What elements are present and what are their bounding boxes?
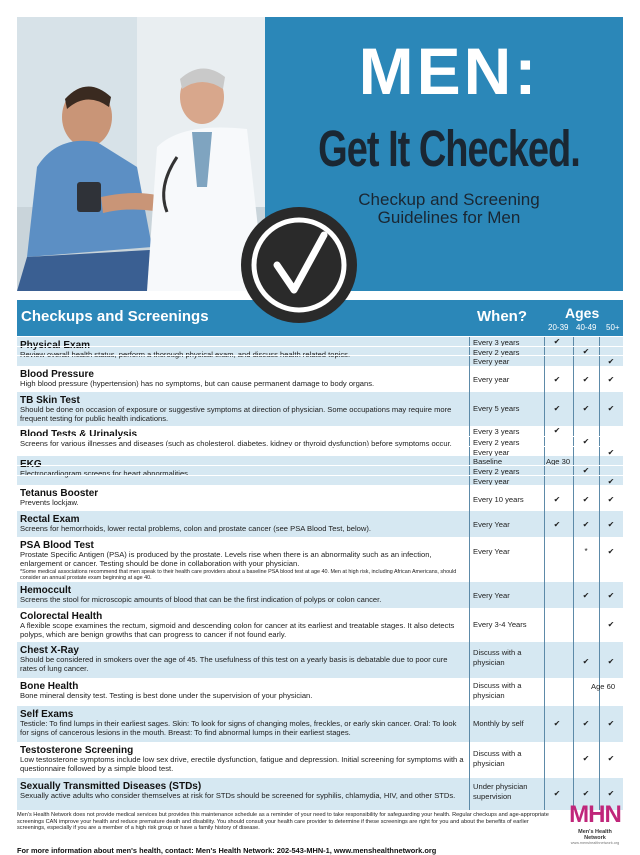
row-desc-text: Prostate Specific Antigen (PSA) is produced by the prostate. Levels rise when there is an abnormality such as an infection, enlargement or cancer. Testing should be done in collaboration with your physician. xyxy=(20,550,432,568)
hero-tagline-line-1: Checkup and Screening xyxy=(358,190,540,209)
checkmark-icon xyxy=(239,205,359,325)
when-cell: Baseline xyxy=(473,457,503,466)
row-name: Hemoccult xyxy=(20,585,72,596)
doctor-patient-photo xyxy=(17,17,265,291)
table-row xyxy=(17,678,623,707)
check-icon: ✔ xyxy=(607,620,615,629)
check-icon: ✔ xyxy=(553,337,561,346)
table-row xyxy=(17,511,623,538)
row-name: Sexually Transmitted Diseases (STDs) xyxy=(20,781,202,792)
hero-title: MEN: xyxy=(358,34,540,108)
when-cell: Every year xyxy=(473,357,510,366)
row-desc: Low testosterone symptoms include low sex drive, erectile dysfunction, fatigue and depression. Initial screening for symptoms with a questionnaire followed by a simple blood test. xyxy=(20,755,464,773)
table-row xyxy=(17,456,623,486)
row-desc: Screens for various illnesses and diseases (such as cholesterol, diabetes, kidney or thyroid dysfunction) before symptoms occur. xyxy=(20,439,452,448)
row-desc: Should be done on occasion of exposure or suggestive symptoms at direction of physician. Some occupations may require more frequent testing for public health indications. xyxy=(20,405,452,423)
row-name: Blood Pressure xyxy=(20,369,94,380)
asterisk-note: * xyxy=(584,547,588,556)
when-cell: Every Year xyxy=(473,547,510,556)
disclaimer-text: Men's Health Network does not provide medical services but provides this maintenance schedule as a reminder of your need to take responsibility for safeguarding your health. Regular checkups and age-appropriate screenings CAN improve your health and reduce premature death and disability. You should consult your health care provider to determine if these screenings are right for you and about the benefits of earlier screenings, especially if you are a member of a high risk group or have a family history of disease. xyxy=(17,812,549,832)
when-cell: Discuss with a physician xyxy=(473,681,522,700)
check-icon: ✔ xyxy=(607,719,615,728)
hero-tagline-line-2: Guidelines for Men xyxy=(377,208,521,227)
row-name: PSA Blood Test xyxy=(20,540,94,551)
table-row xyxy=(17,485,623,512)
when-cell: Every 3-4 Years xyxy=(473,620,527,629)
when-cell: Every 2 years xyxy=(473,467,520,476)
row-name: Physical Exam xyxy=(20,340,91,351)
check-icon: ✔ xyxy=(607,789,615,798)
row-name: Tetanus Booster xyxy=(20,488,99,499)
table-row xyxy=(17,742,623,779)
hero-subtitle: Get It Checked. xyxy=(318,121,580,179)
check-icon: ✔ xyxy=(582,495,590,504)
check-icon: ✔ xyxy=(582,437,590,446)
when-cell: Every Year xyxy=(473,520,510,529)
table-row xyxy=(17,608,623,643)
check-icon: ✔ xyxy=(553,495,561,504)
when-cell: Every 3 years xyxy=(473,338,520,347)
row-name: Colorectal Health xyxy=(20,611,103,622)
check-icon: ✔ xyxy=(607,357,615,366)
row-desc: Prevents lockjaw. xyxy=(20,498,79,507)
check-icon: ✔ xyxy=(553,520,561,529)
header-checkups: Checkups and Screenings xyxy=(21,308,209,325)
row-desc: Testicle: To find lumps in their earliest sages. Skin: To look for signs of changing moles, freckles, or early skin cancer. Oral: To look for signs of cancerous lesions in the mouth. Breast: To find abnormal lumps in their earliest stages. xyxy=(20,719,457,737)
check-icon: ✔ xyxy=(582,591,590,600)
check-icon: ✔ xyxy=(607,547,615,556)
check-icon: ✔ xyxy=(553,789,561,798)
check-icon: ✔ xyxy=(607,657,615,666)
check-icon: ✔ xyxy=(582,375,590,384)
when-cell: Discuss with a physician xyxy=(473,749,522,768)
header-when: When? xyxy=(477,308,527,325)
contact-line: For more information about men's health, contact: Men's Health Network: 202-543-MHN-1, www.menshealthnetwork.org xyxy=(17,846,437,855)
check-icon: ✔ xyxy=(553,426,561,435)
row-desc: Electrocardiogram screens for heart abnormalities. xyxy=(20,469,191,478)
check-icon: ✔ xyxy=(582,719,590,728)
table-row xyxy=(17,392,623,427)
row-desc: Sexually active adults who consider themselves at risk for STDs should be screened for syphilis, chlamydia, HIV, and other STDs. xyxy=(20,791,456,800)
table-row xyxy=(17,642,623,679)
when-cell: Monthly by self xyxy=(473,719,524,728)
row-name: EKG xyxy=(20,459,42,470)
row-name: Testosterone Screening xyxy=(20,745,134,756)
check-icon: ✔ xyxy=(582,466,590,475)
header-ages: Ages xyxy=(565,305,600,321)
row-desc: A flexible scope examines the rectum, sigmoid and descending colon for cancer at its earliest and treatable stages. It also detects polyps, which are benign growths that can progress to cancer if not found early. xyxy=(20,621,455,639)
when-cell: Every 2 years xyxy=(473,348,520,357)
age-note: Age 30 xyxy=(546,457,571,466)
row-footnote: *Some medical associations recommend that men speak to their health care providers about a baseline PSA blood test at age 40. Men at high risk, including African Americans, should consider an annual prostate exam beginning at age 40. xyxy=(20,568,457,581)
when-cell: Every Year xyxy=(473,591,510,600)
row-name: Bone Health xyxy=(20,681,79,692)
check-icon: ✔ xyxy=(582,754,590,763)
check-icon: ✔ xyxy=(582,520,590,529)
check-icon: ✔ xyxy=(607,495,615,504)
when-cell: Every 10 years xyxy=(473,495,524,504)
poster xyxy=(17,17,623,855)
table-row xyxy=(17,706,623,743)
logo-name: Men's Health Network xyxy=(578,829,612,841)
check-icon: ✔ xyxy=(582,404,590,413)
when-cell: Discuss with a physician xyxy=(473,648,522,667)
table-row xyxy=(17,426,623,457)
table-row xyxy=(17,537,623,583)
row-name: Blood Tests & Urinalysis xyxy=(20,429,138,440)
row-desc: High blood pressure (hypertension) has no symptoms, but can cause permanent damage to body organs. xyxy=(20,379,375,388)
check-icon: ✔ xyxy=(582,789,590,798)
check-icon: ✔ xyxy=(607,477,615,486)
row-desc: Bone mineral density test. Testing is best done under the supervision of your physician. xyxy=(20,691,313,700)
row-name: Rectal Exam xyxy=(20,514,80,525)
check-icon: ✔ xyxy=(607,448,615,457)
row-name: Self Exams xyxy=(20,709,74,720)
age-note: Age 60 xyxy=(591,682,616,691)
logo-url: www.menshealthnetwork.org xyxy=(570,841,620,845)
table-row xyxy=(17,366,623,393)
row-name: Chest X-Ray xyxy=(20,645,79,656)
table-row xyxy=(17,582,623,609)
header-age-3: 50+ xyxy=(606,323,620,332)
check-icon: ✔ xyxy=(553,375,561,384)
header-age-2: 40-49 xyxy=(576,323,597,332)
check-icon: ✔ xyxy=(582,657,590,666)
table-row xyxy=(17,778,623,811)
check-icon: ✔ xyxy=(607,520,615,529)
when-cell: Every 2 years xyxy=(473,438,520,447)
check-icon: ✔ xyxy=(607,404,615,413)
row-desc: Screens for hemorrhoids, lower rectal problems, colon and prostate cancer (see PSA Blood Test, below). xyxy=(20,524,372,533)
check-icon: ✔ xyxy=(607,754,615,763)
when-cell: Under physician supervision xyxy=(473,782,528,801)
when-cell: Every 5 years xyxy=(473,404,520,413)
row-desc xyxy=(20,551,465,581)
check-icon: ✔ xyxy=(607,375,615,384)
when-cell: Every year xyxy=(473,448,510,457)
when-cell: Every 3 years xyxy=(473,427,520,436)
check-icon: ✔ xyxy=(553,404,561,413)
row-desc: Should be considered in smokers over the age of 45. The usefulness of this test on a yearly basis is debatable due to poor cure rates of lung cancer. xyxy=(20,655,448,673)
table-row xyxy=(17,337,623,367)
when-cell: Every year xyxy=(473,375,510,384)
check-icon: ✔ xyxy=(582,347,590,356)
check-icon: ✔ xyxy=(553,719,561,728)
row-desc: Screens the stool for microscopic amounts of blood that can be the first indication of polyps or colon cancer. xyxy=(20,595,382,604)
row-name: TB Skin Test xyxy=(20,395,80,406)
row-desc: Review overall health status, perform a thorough physical exam, and discuss health related topics. xyxy=(20,350,351,359)
when-cell: Every year xyxy=(473,477,510,486)
check-icon: ✔ xyxy=(607,591,615,600)
header-age-1: 20-39 xyxy=(548,323,569,332)
mhn-logo xyxy=(567,801,623,845)
logo-mark: MHN xyxy=(569,801,621,828)
